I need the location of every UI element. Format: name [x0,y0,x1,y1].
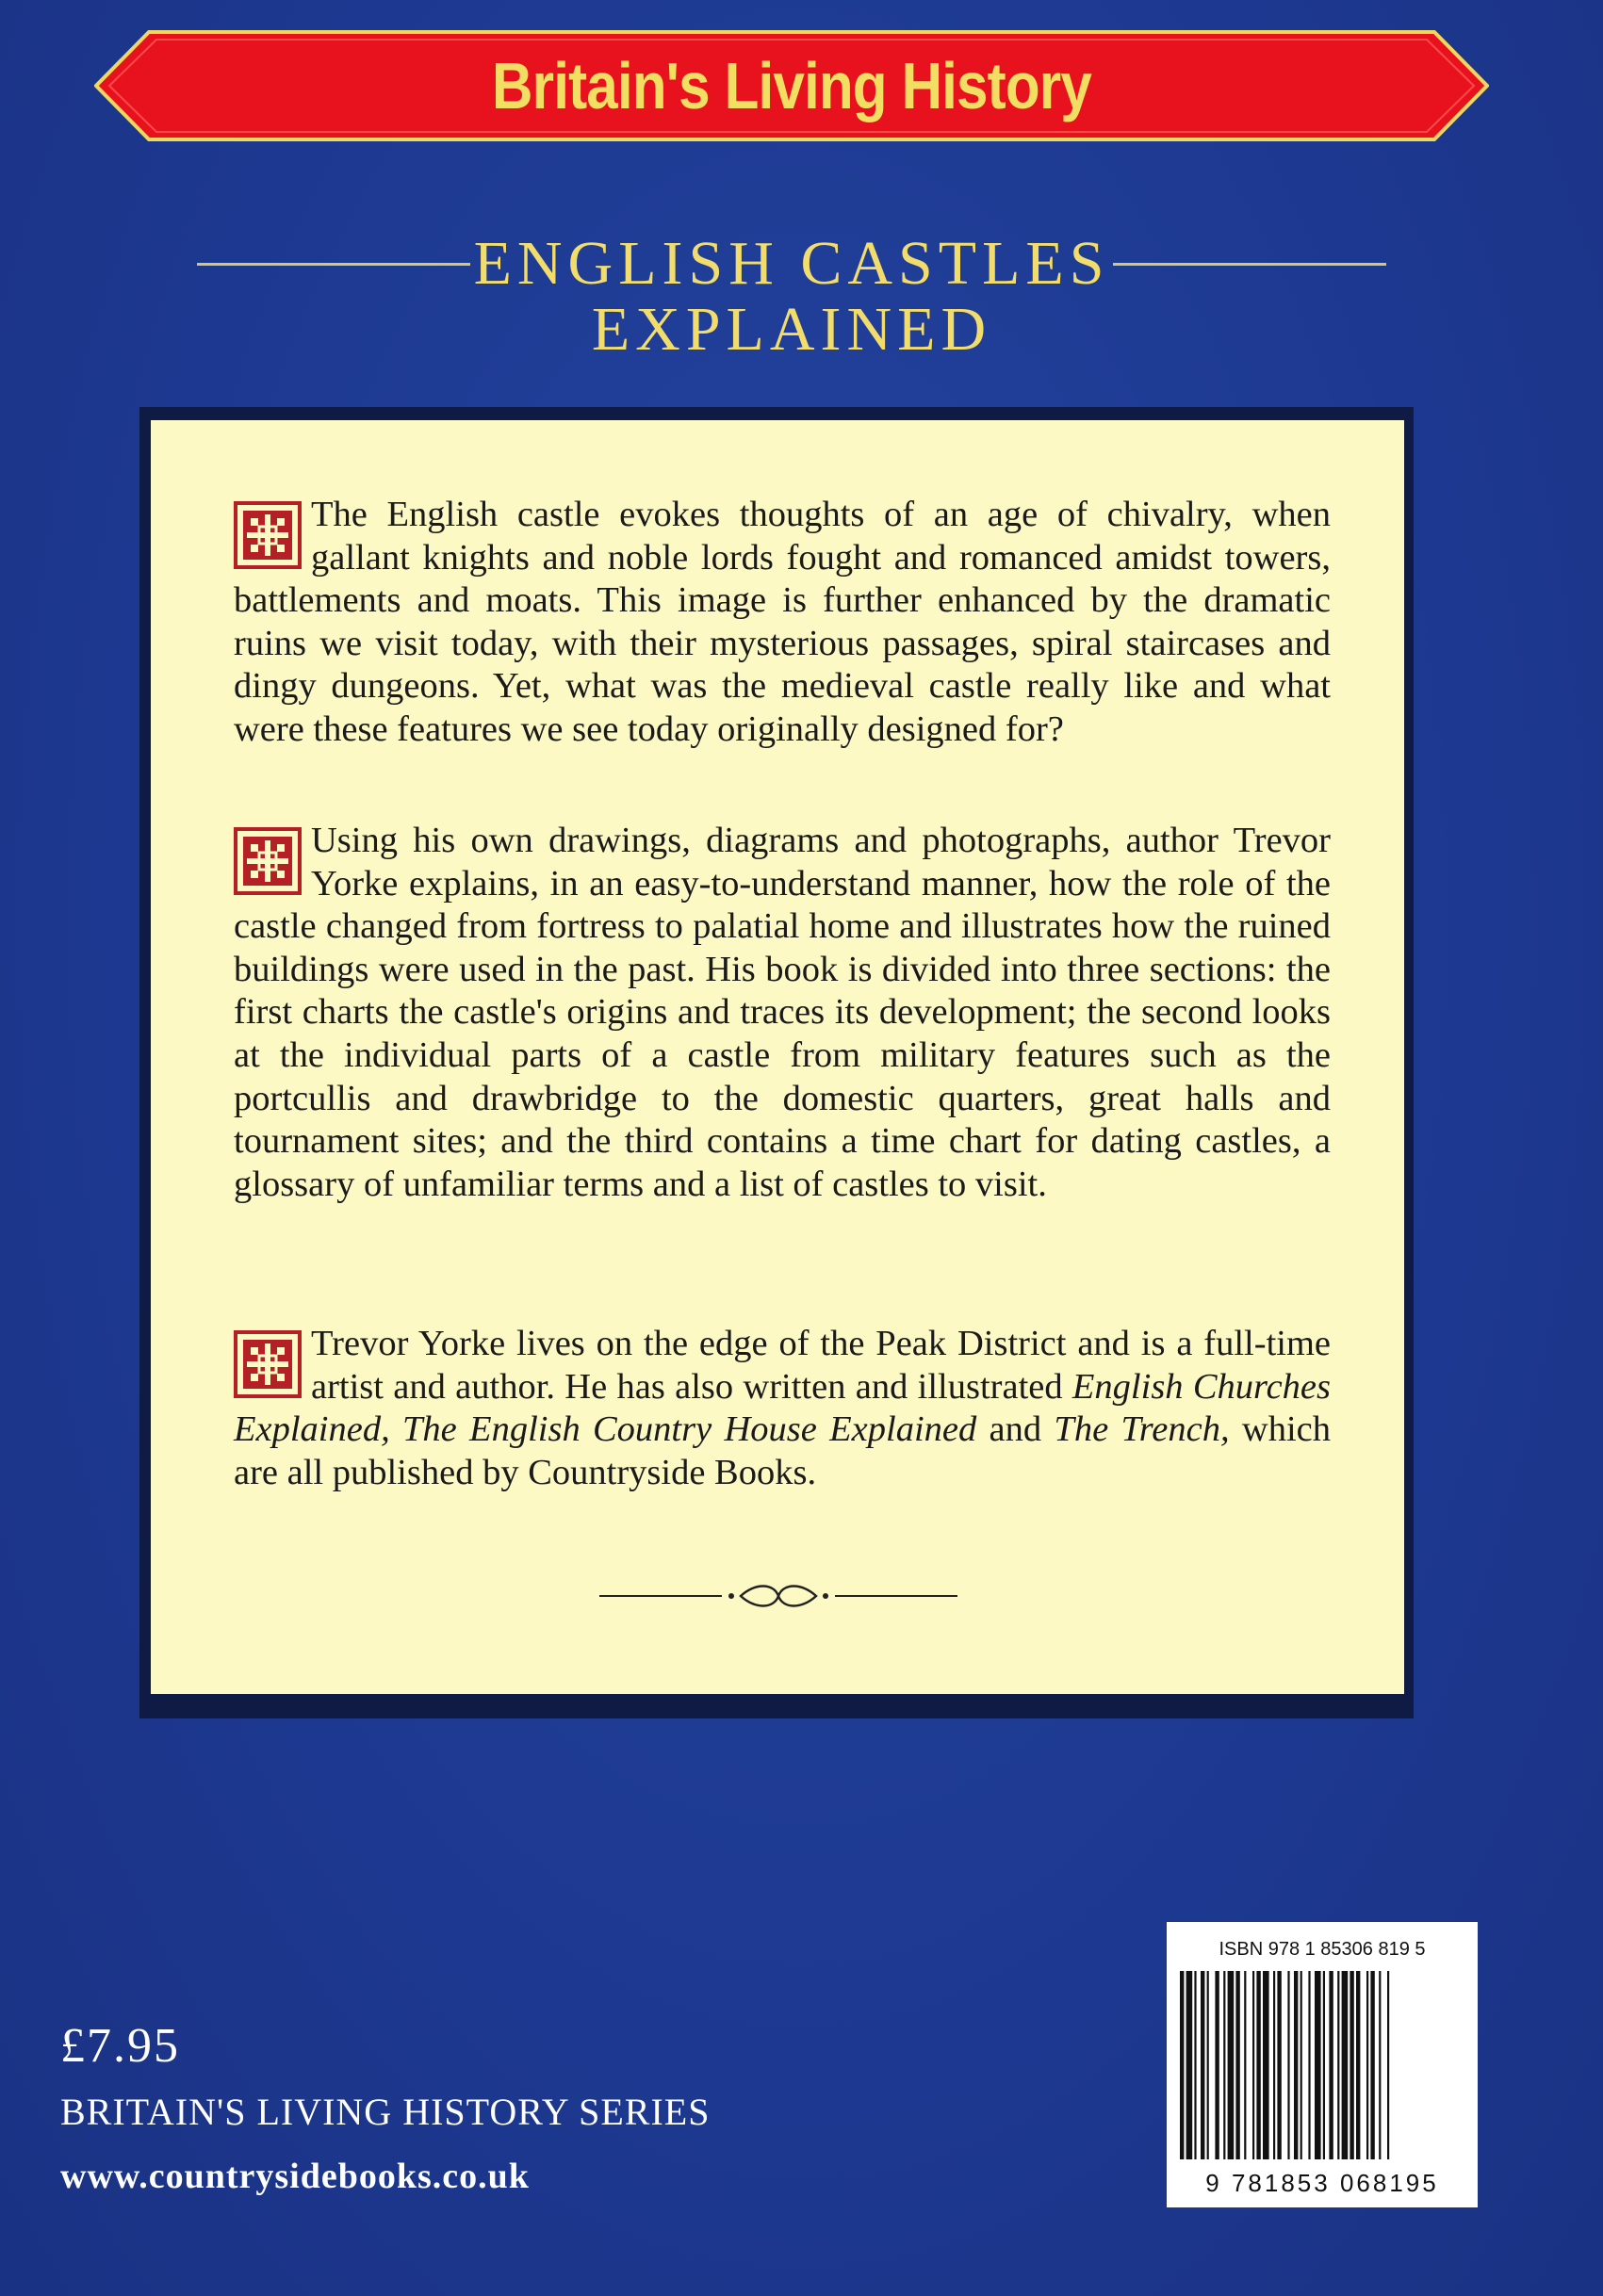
bio-separator [390,1409,402,1449]
barcode-bar [1180,1971,1184,2159]
description-paragraph-1 [234,494,1331,752]
barcode-bar [1277,1971,1281,2159]
barcode-bar [1194,1971,1196,2159]
series-banner [94,30,1489,141]
title-line-1: ENGLISH CASTLES [473,229,1110,298]
barcode-bar [1235,1971,1239,2159]
barcode-bar [1252,1971,1254,2159]
barcode-bar [1387,1971,1389,2159]
barcode-bar [1300,1971,1302,2159]
bio-separator: and [976,1409,1055,1450]
barcode-bar [1215,1971,1219,2159]
barcode-bar [1342,1971,1349,2159]
barcode-bar [1356,1971,1360,2159]
barcode-bar [1186,1971,1193,2159]
book-title-country-house: The English Country House Explained [402,1409,977,1450]
barcode-bar [1315,1971,1321,2159]
barcode-bar [1207,1971,1209,2159]
barcode-bar [1366,1971,1368,2159]
barcode-bar [1228,1971,1235,2159]
barcode-bar [1337,1971,1339,2159]
book-title-english-churches: English Churches Explained, [234,1366,1331,1450]
barcode-bar [1244,1971,1246,2159]
barcode-bar [1287,1971,1289,2159]
title-rule-right [1113,263,1386,266]
barcode-bar [1256,1971,1260,2159]
price: £7.95 [60,2019,180,2073]
ean-number: 9 781853 068195 [1205,2169,1439,2197]
barcode-bar [1349,1971,1353,2159]
flourish-divider-icon [599,1577,957,1615]
title-line-2: EXPLAINED [591,295,992,364]
barcode [1167,1922,1478,2207]
barcode-bar [1263,1971,1269,2159]
paragraph-1-text: The English castle evokes thoughts of an age of chivalry, when gallant knights and noble lords fought and romanced amidst towers, battlements and moats. This image is further enhanced by the dramatic ruins we visit today, with their mysterious passages, spiral staircases and dingy dungeons. Yet, what was the medieval castle really like and what were these features we see today originally designed for? [234,495,1331,749]
barcode-bar [1323,1971,1325,2159]
title-rule-left [197,263,470,266]
ornament-icon [234,501,302,569]
publisher-website: www.countrysidebooks.co.uk [60,2157,530,2196]
ornament-icon [234,827,302,895]
barcode-bar [1308,1971,1310,2159]
book-title [151,231,1432,363]
paragraph-2-text: Using his own drawings, diagrams and photographs, author Trevor Yorke explains, in an easy-to-understand manner, how the role of the castle changed from fortress to palatial home and illustrates how the ruined buildings were used in the past. His book is divided into three sections: the first charts the castle's origins and traces its development; the second looks at the individual parts of a castle from military features such as the portcullis and drawbridge to the domestic quarters, great halls and tournament sites; and the third contains a time chart for dating castles, a glossary of unfamiliar terms and a list of castles to visit. [234,821,1331,1204]
barcode-bar [1201,1971,1204,2159]
isbn-label: ISBN 978 1 85306 819 5 [1219,1939,1426,1960]
barcode-bar [1273,1971,1275,2159]
author-bio [234,1323,1331,1494]
barcode-bar [1379,1971,1381,2159]
banner-title: Britain's Living History [492,49,1091,122]
bio-intro: Trevor Yorke lives on the edge of the Peak District and is a full-time artist and author. He has also written and illustrated [311,1324,1331,1407]
description-paragraph-2 [234,820,1331,1206]
barcode-bars-icon [1180,1971,1464,2169]
description-panel [151,420,1404,1694]
barcode-bar [1370,1971,1374,2159]
ornament-icon [234,1330,302,1398]
barcode-bar [1329,1971,1333,2159]
barcode-bar [1294,1971,1298,2159]
bio-outro: which are all published by Countryside Books. [234,1409,1331,1492]
barcode-bar [1223,1971,1225,2159]
book-title-trench: The Trench, [1054,1409,1230,1450]
series-name: BRITAIN'S LIVING HISTORY SERIES [60,2091,711,2133]
